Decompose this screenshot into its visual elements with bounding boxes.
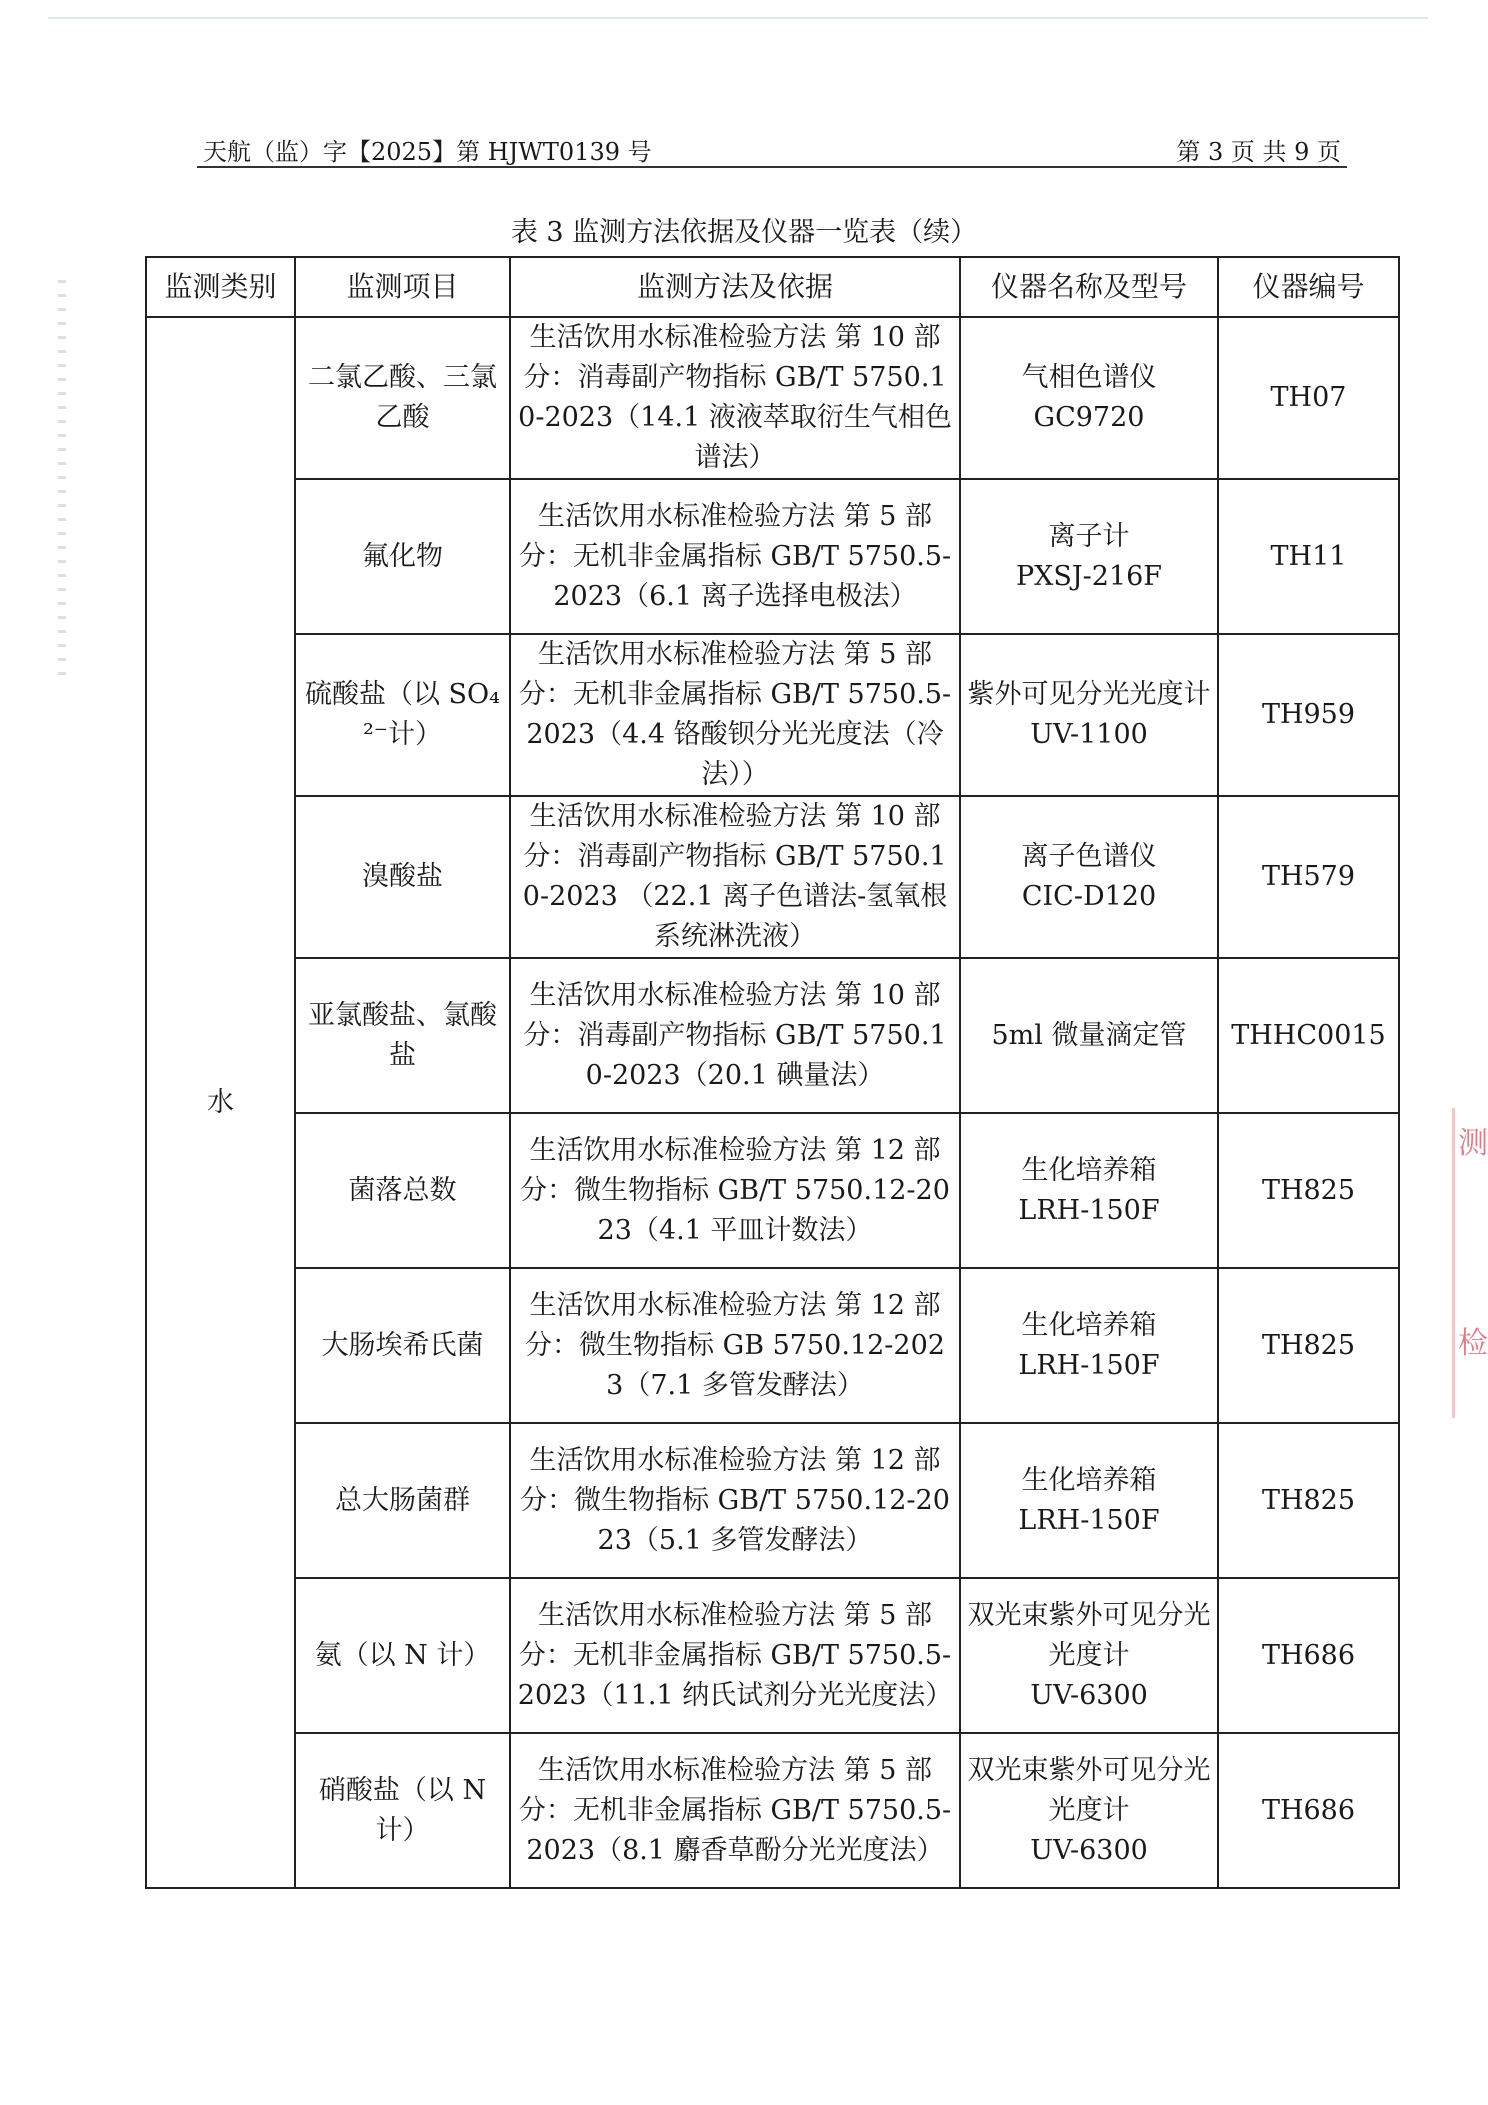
instrument-cell: 双光束紫外可见分光光度计 UV-6300: [960, 1578, 1218, 1733]
instrument-id-cell: THHC0015: [1218, 958, 1399, 1113]
scan-artifact: [58, 280, 66, 680]
method-cell: 生活饮用水标准检验方法 第 10 部分：消毒副产物指标 GB/T 5750.10-2023 （22.1 离子色谱法-氢氧根系统淋洗液）: [510, 796, 960, 958]
table-caption: 表 3 监测方法依据及仪器一览表（续）: [510, 217, 978, 248]
seal-char: 测: [1458, 1126, 1488, 1161]
method-cell: 生活饮用水标准检验方法 第 5 部分：无机非金属指标 GB/T 5750.5-2023（11.1 纳氏试剂分光光度法）: [510, 1578, 960, 1733]
method-cell: 生活饮用水标准检验方法 第 12 部分：微生物指标 GB/T 5750.12-2023（4.1 平皿计数法）: [510, 1113, 960, 1268]
instrument-cell: 离子色谱仪 CIC-D120: [960, 796, 1218, 958]
item-cell: 氨（以 N 计）: [295, 1578, 510, 1733]
item-cell: 亚氯酸盐、氯酸盐: [295, 958, 510, 1113]
category-cell: 水: [146, 317, 295, 1888]
table-row: [146, 317, 1399, 479]
item-cell: 二氯乙酸、三氯乙酸: [295, 317, 510, 479]
instrument-cell: 生化培养箱 LRH-150F: [960, 1268, 1218, 1423]
item-cell: 溴酸盐: [295, 796, 510, 958]
method-cell: 生活饮用水标准检验方法 第 10 部分：消毒副产物指标 GB/T 5750.10-2023（20.1 碘量法）: [510, 958, 960, 1113]
method-table: [145, 256, 1400, 1889]
table-row: [146, 1268, 1399, 1423]
instrument-cell: 离子计 PXSJ-216F: [960, 479, 1218, 634]
instrument-cell: 生化培养箱 LRH-150F: [960, 1423, 1218, 1578]
table-row: [146, 479, 1399, 634]
method-cell: 生活饮用水标准检验方法 第 10 部分：消毒副产物指标 GB/T 5750.10-2023（14.1 液液萃取衍生气相色谱法）: [510, 317, 960, 479]
table-row: [146, 796, 1399, 958]
table-header-row: [146, 257, 1399, 317]
instrument-id-cell: TH825: [1218, 1423, 1399, 1578]
instrument-cell: 气相色谱仪 GC9720: [960, 317, 1218, 479]
page-header: [197, 132, 1347, 168]
table-row: [146, 958, 1399, 1113]
method-cell: 生活饮用水标准检验方法 第 12 部分：微生物指标 GB/T 5750.12-2023（5.1 多管发酵法）: [510, 1423, 960, 1578]
method-cell: 生活饮用水标准检验方法 第 5 部分：无机非金属指标 GB/T 5750.5-2023（6.1 离子选择电极法）: [510, 479, 960, 634]
item-cell: 大肠埃希氏菌: [295, 1268, 510, 1423]
page-number: 第 3 页 共 9 页: [1176, 138, 1341, 166]
instrument-id-cell: TH686: [1218, 1578, 1399, 1733]
col-header-instrument: 仪器名称及型号: [960, 257, 1218, 317]
instrument-id-cell: TH11: [1218, 479, 1399, 634]
instrument-id-cell: TH686: [1218, 1733, 1399, 1888]
table-row: [146, 1113, 1399, 1268]
item-cell: 硝酸盐（以 N 计）: [295, 1733, 510, 1888]
instrument-id-cell: TH825: [1218, 1113, 1399, 1268]
instrument-id-cell: TH07: [1218, 317, 1399, 479]
report-number: 天航（监）字【2025】第 HJWT0139 号: [203, 138, 652, 166]
table-row: [146, 634, 1399, 796]
col-header-item: 监测项目: [295, 257, 510, 317]
instrument-cell: 5ml 微量滴定管: [960, 958, 1218, 1113]
col-header-method: 监测方法及依据: [510, 257, 960, 317]
method-cell: 生活饮用水标准检验方法 第 5 部分：无机非金属指标 GB/T 5750.5-2023（8.1 麝香草酚分光光度法）: [510, 1733, 960, 1888]
table-row: [146, 1733, 1399, 1888]
col-header-category: 监测类别: [146, 257, 295, 317]
item-cell: 氟化物: [295, 479, 510, 634]
instrument-cell: 双光束紫外可见分光光度计 UV-6300: [960, 1733, 1218, 1888]
item-cell: 菌落总数: [295, 1113, 510, 1268]
method-cell: 生活饮用水标准检验方法 第 5 部分：无机非金属指标 GB/T 5750.5-2023（4.4 铬酸钡分光光度法（冷法））: [510, 634, 960, 796]
table-row: [146, 1423, 1399, 1578]
method-cell: 生活饮用水标准检验方法 第 12 部分：微生物指标 GB 5750.12-2023（7.1 多管发酵法）: [510, 1268, 960, 1423]
item-cell: 硫酸盐（以 SO₄²⁻计）: [295, 634, 510, 796]
instrument-id-cell: TH959: [1218, 634, 1399, 796]
instrument-id-cell: TH825: [1218, 1268, 1399, 1423]
instrument-cell: 紫外可见分光光度计 UV-1100: [960, 634, 1218, 796]
instrument-id-cell: TH579: [1218, 796, 1399, 958]
col-header-id: 仪器编号: [1218, 257, 1399, 317]
seal-char: 检: [1458, 1326, 1488, 1361]
item-cell: 总大肠菌群: [295, 1423, 510, 1578]
top-rule: [48, 17, 1428, 19]
instrument-cell: 生化培养箱 LRH-150F: [960, 1113, 1218, 1268]
table-row: [146, 1578, 1399, 1733]
